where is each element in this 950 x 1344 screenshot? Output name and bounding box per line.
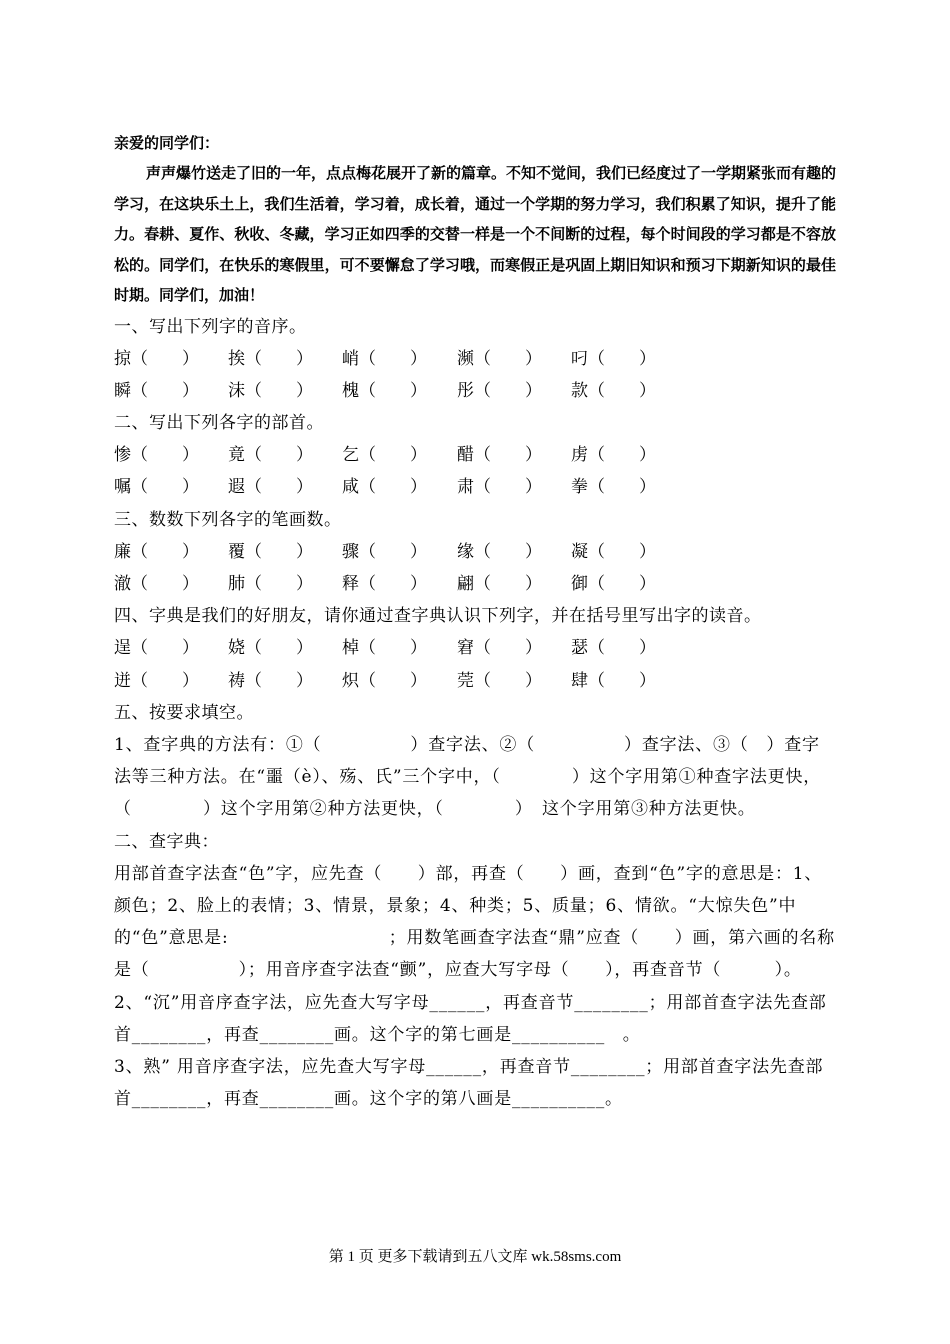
dictionary-question: 用部首查字法查“色”字，应先查（ ）部，再查（ ）画，查到“色”字的意思是：1、颜色；2、脸上的表情；3、情景，景象；4、种类；5、质量；6、情欲。“大惊失色”中的“色”意思是: ；用数笔画查字法查“鼎”应查（ ）画，第六画的名称是（ ）；用音序查字法查“颤”，应查大写字母（ ），再查音节（ ）。 xyxy=(114,863,835,981)
item: 槐（ ） xyxy=(342,380,427,401)
item: 窘（ ） xyxy=(457,638,542,659)
item: 嘱（ ） xyxy=(114,477,199,498)
section-1 xyxy=(114,311,836,408)
greeting: 亲爱的同学们： xyxy=(114,134,220,152)
item: 凝（ ） xyxy=(571,541,656,562)
item-row xyxy=(114,665,836,697)
question-1: 1、查字典的方法有：①（ ）查字法、②（ ）查字法、③（ ）查字法等三种方法。在“噩（è）、殇、氏”三个字中，（ ）这个字用第①种查字法更快， （ ）这个字用第②种方法更快，（ ） 这个字用第③种方法更快。 xyxy=(114,735,884,820)
item: 瞬（ ） xyxy=(114,380,199,401)
section-title: 三、数数下列各字的笔画数。 xyxy=(114,509,342,530)
section-4 xyxy=(114,600,836,697)
item: 彤（ ） xyxy=(457,380,542,401)
item: 款（ ） xyxy=(571,380,656,401)
item: 廉（ ） xyxy=(114,541,199,562)
item: 乞（ ） xyxy=(342,445,427,466)
item: 莞（ ） xyxy=(457,670,542,691)
item: 掠（ ） xyxy=(114,348,199,369)
item: 惨（ ） xyxy=(114,445,199,466)
item: 御（ ） xyxy=(571,574,656,595)
item-row xyxy=(114,536,836,568)
section-5 xyxy=(114,697,884,1116)
section-3 xyxy=(114,504,836,601)
intro-paragraph: 声声爆竹送走了旧的一年，点点梅花展开了新的篇章。不知不觉间，我们已经度过了一学期紧张而有趣的学习，在这块乐土上，我们生活着，学习着，成长着，通过一个学期的努力学习，我们积累了知识，提升了能力。春耕、夏作、秋收、冬藏，学习正如四季的交替一样是一个不间断的过程，每个时间段的学习都是不容放松的。同学们，在快乐的寒假里，可不要懈怠了学习哦，而寒假正是巩固上期旧知识和预习下期新知识的最佳时期。同学们，加油！ xyxy=(114,164,837,304)
item: 释（ ） xyxy=(342,574,427,595)
section-title: 二、写出下列各字的部首。 xyxy=(114,413,324,434)
item: 澈（ ） xyxy=(114,574,199,595)
item-row xyxy=(114,439,836,471)
item-row xyxy=(114,471,836,503)
item: 肃（ ） xyxy=(457,477,542,498)
item-row xyxy=(114,375,836,407)
item: 沫（ ） xyxy=(228,380,313,401)
item: 咸（ ） xyxy=(342,477,427,498)
item: 虏（ ） xyxy=(571,445,656,466)
section-title: 五、按要求填空。 xyxy=(114,702,254,723)
section-title: 四、字典是我们的好朋友，请你通过查字典认识下列字，并在括号里写出字的读音。 xyxy=(114,606,762,627)
item: 骤（ ） xyxy=(342,541,427,562)
item: 拳（ ） xyxy=(571,477,656,498)
item: 逞（ ） xyxy=(114,638,199,659)
item: 肆（ ） xyxy=(571,670,656,691)
question-2: 2、“沉”用音序查字法，应先查大写字母______，再查音节________；用部首查字法先查部首________，再查________画。这个字的第七画是__________ 。 xyxy=(114,992,827,1045)
item-row xyxy=(114,632,836,664)
item: 濒（ ） xyxy=(457,348,542,369)
item: 翩（ ） xyxy=(457,574,542,595)
question-3: 3、熟” 用音序查字法，应先查大写字母______，再查音节________；用部首查字法先查部首________，再查________画。这个字的第八画是__________。 xyxy=(114,1057,824,1110)
item: 峭（ ） xyxy=(342,348,427,369)
item: 叼（ ） xyxy=(571,348,656,369)
item: 挨（ ） xyxy=(228,348,313,369)
section-title: 一、写出下列字的音序。 xyxy=(114,316,307,337)
item: 覆（ ） xyxy=(228,541,313,562)
item-row xyxy=(114,343,836,375)
page-footer: 第 1 页 更多下载请到五八文库 wk.58sms.com xyxy=(328,1249,622,1265)
item: 肺（ ） xyxy=(228,574,313,595)
item: 遐（ ） xyxy=(228,477,313,498)
item: 缘（ ） xyxy=(457,541,542,562)
item-row xyxy=(114,568,836,600)
item: 棹（ ） xyxy=(342,638,427,659)
sub-section-title: 二、查字典： xyxy=(114,831,219,852)
item: 瑟（ ） xyxy=(571,638,656,659)
item: 娆（ ） xyxy=(228,638,313,659)
item: 醋（ ） xyxy=(457,445,542,466)
item: 炽（ ） xyxy=(342,670,427,691)
item: 竟（ ） xyxy=(228,445,313,466)
item: 迸（ ） xyxy=(114,670,199,691)
section-2 xyxy=(114,407,836,504)
worksheet xyxy=(114,128,884,1115)
item: 祷（ ） xyxy=(228,670,313,691)
